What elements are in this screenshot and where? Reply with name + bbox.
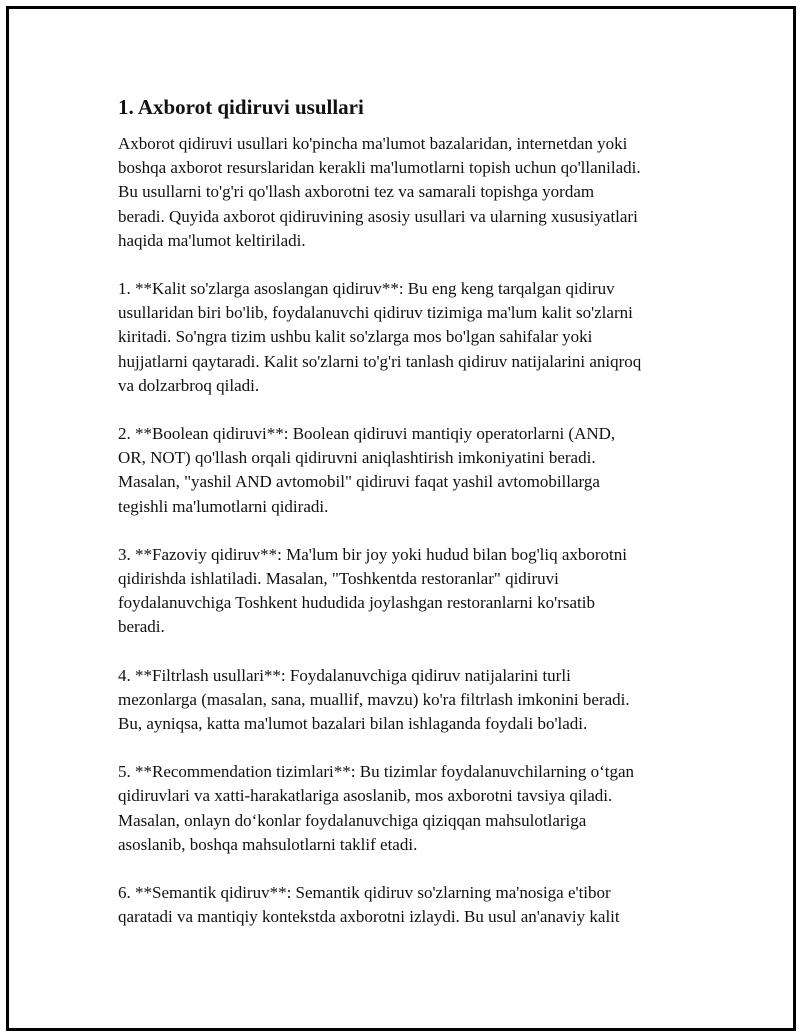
text-line: beradi. Quyida axborot qidiruvining asosiy usullari va ularning xususiyatlari [118,206,638,226]
intro-paragraph [118,132,698,253]
text-line: 5. **Recommendation tizimlari**: Bu tizimlar foydalanuvchilarning o‘tgan [118,762,635,782]
text-line: OR, NOT) qo'llash orqali qidiruvni aniqlashtirish imkoniyatini beradi. [118,448,596,468]
text-line: Masalan, onlayn do‘konlar foydalanuvchiga qiziqqan mahsulotlariga [118,810,587,830]
text-line: tegishli ma'lumotlarni qidiradi. [118,496,329,516]
text-line: kiritadi. So'ngra tizim ushbu kalit so'zlarga mos bo'lgan sahifalar yoki [118,327,593,347]
text-line: va dolzarbroq qiladi. [118,375,260,395]
text-line: Bu, ayniqsa, katta ma'lumot bazalari bilan ishlaganda foydali bo'ladi. [118,714,588,734]
text-line: 2. **Boolean qidiruvi**: Boolean qidiruvi mantiqiy operatorlarni (AND, [118,424,616,444]
text-line: Masalan, "yashil AND avtomobil" qidiruvi faqat yashil avtomobillarga [118,472,600,492]
text-line: beradi. [118,617,165,637]
list-item-filtering [118,664,698,737]
text-line: Axborot qidiruvi usullari ko'pincha ma'lumot bazalaridan, internetdan yoki [118,134,628,153]
text-line: mezonlarga (masalan, sana, muallif, mavzu) ko'ra filtrlash imkonini beradi. [118,689,630,709]
text-line: 3. **Fazoviy qidiruv**: Ma'lum bir joy yoki hudud bilan bog'liq axborotni [118,544,628,564]
text-line: Bu usullarni to'g'ri qo'llash axborotni tez va samarali topishga yordam [118,182,595,202]
text-line: asoslanib, boshqa mahsulotlarni taklif etadi. [118,834,418,854]
text-line: boshqa axborot resurslaridan kerakli ma'lumotlarni topish uchun qo'llaniladi. [118,158,641,178]
text-line: foydalanuvchiga Toshkent hududida joylashgan restoranlarni ko'rsatib [118,593,595,613]
text-line: 1. **Kalit so'zlarga asoslangan qidiruv**: Bu eng keng tarqalgan qidiruv [118,279,615,299]
list-item-spatial-search [118,543,698,640]
list-item-keyword-search [118,277,698,398]
text-line: qaratadi va mantiqiy kontekstda axborotni izlaydi. Bu usul an'anaviy kalit [118,907,620,927]
text-line: 4. **Filtrlash usullari**: Foydalanuvchiga qidiruv natijalarini turli [118,665,571,685]
text-line: usullaridan biri bo'lib, foydalanuvchi qidiruv tizimiga ma'lum kalit so'zlarni [118,303,633,323]
list-item-recommendation [118,760,698,857]
text-line: qidirishda ishlatiladi. Masalan, "Toshkentda restoranlar" qidiruvi [118,569,559,589]
document-body [118,93,698,953]
text-line: hujjatlarni qaytaradi. Kalit so'zlarni to'g'ri tanlash qidiruv natijalarini aniqroq [118,351,642,371]
text-line: haqida ma'lumot keltiriladi. [118,230,306,250]
list-item-semantic-search [118,881,698,929]
section-heading: 1. Axborot qidiruvi usullari [118,95,364,119]
text-line: 6. **Semantik qidiruv**: Semantik qidiruv so'zlarning ma'nosiga e'tibor [118,883,611,903]
list-item-boolean-search [118,422,698,519]
text-line: qidiruvlari va xatti-harakatlariga asoslanib, mos axborotni tavsiya qiladi. [118,786,613,806]
